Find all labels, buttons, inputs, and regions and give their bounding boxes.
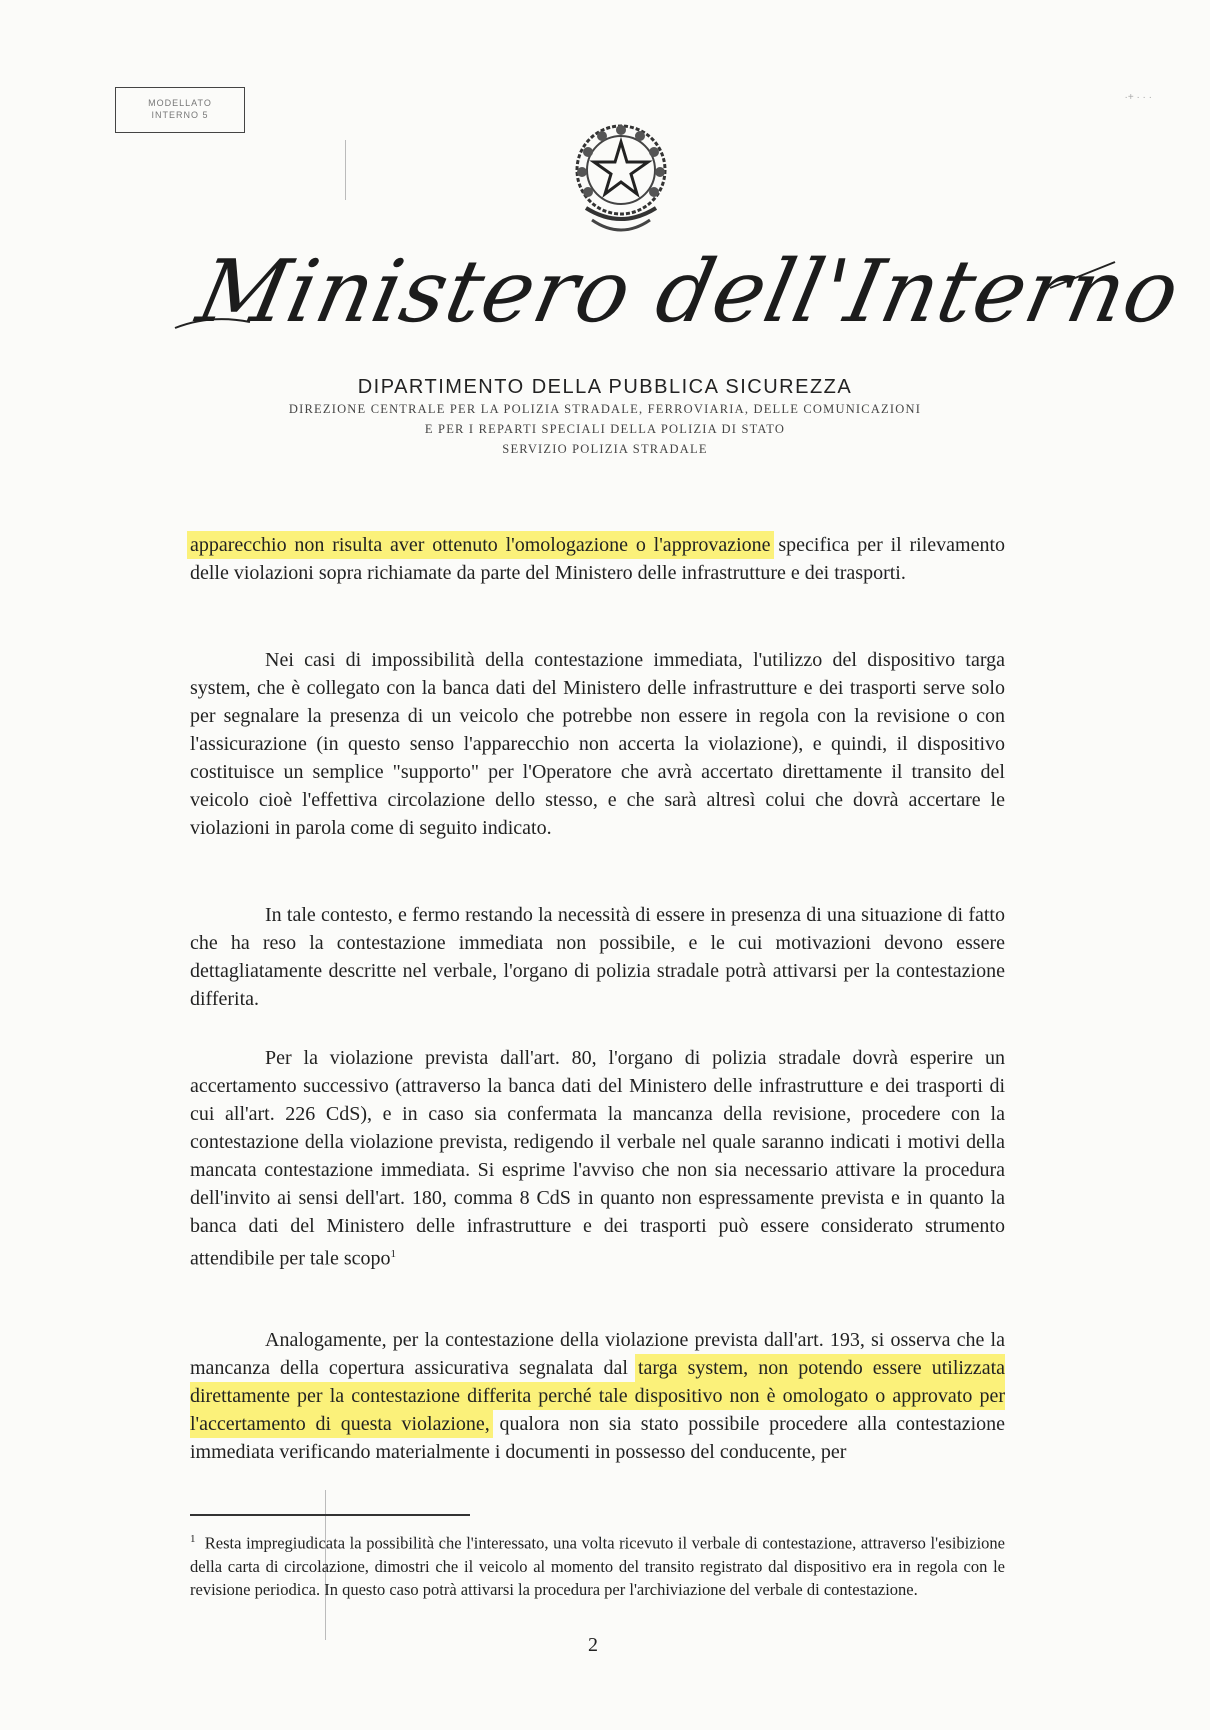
paragraph-2 [190,646,1005,842]
paragraph-5 [190,1326,1005,1466]
direction-line-2: E PER I REPARTI SPECIALI DELLA POLIZIA DI STATO [424,422,786,436]
paragraph-4 [190,1044,1005,1273]
paragraph-1-rest: specifica per il rilevamento delle violazioni sopra richiamate da parte del Ministero delle infrastrutture e dei trasporti. [190,534,1006,584]
footnote-ref: 1 [390,1248,396,1260]
page-number: 2 [588,1634,598,1656]
paragraph-3-text: In tale contesto, e fermo restando la necessità di essere in presenza di una situazione di fatto che ha reso la contestazione immediata non possibile, e le cui motivazioni devono essere dettagliatamente descritte nel verbale, l'organo di polizia stradale potrà attivarsi per la contestazione differita. [190,904,1005,1010]
scan-mark [345,140,346,200]
department-title: DIPARTIMENTO DELLA PUBBLICA SICUREZZA [357,376,853,398]
direction-line-3: SERVIZIO POLIZIA STRADALE [502,442,708,456]
model-line-2: INTERNO 5 [151,110,209,120]
ministry-wordmark [170,218,1189,358]
corner-mark: ·+ · · · [1124,92,1152,103]
paragraph-1 [190,531,1005,587]
model-stamp-box [115,87,245,133]
paragraph-4-text: Per la violazione prevista dall'art. 80, l'organo di polizia stradale dovrà esperire un accertamento successivo (attraverso la banca dati del Ministero delle infrastrutture e dei trasporti di cui all'art. 226 CdS), e in caso sia confermata la mancanza della revisione, procedere con la contestazione della violazione prevista, redigendo il verbale nel quale saranno indicati i motivi della mancata contestazione immediata. Si esprime l'avviso che non sia necessario attivare la procedura dell'invito ai sensi dell'art. 180, comma 8 CdS in quanto non espressamente prevista e in quanto la banca dati del Ministero delle infrastrutture e dei trasporti può essere considerato strumento attendibile per tale scopo [190,1047,1005,1270]
direction-line-1: DIREZIONE CENTRALE PER LA POLIZIA STRADALE, FERROVIARIA, DELLE COMUNICAZIONI [288,402,922,416]
footnote [190,1528,1005,1601]
ministry-name: Ministero dell'Interno [189,242,1189,342]
paragraph-5-before: Analogamente, per la contestazione della violazione prevista dall'art. 193, si osserva che la mancanza della copertura assicurativa segnalata dal [190,1329,1005,1379]
model-line-1: MODELLATO [148,98,212,108]
footnote-divider [190,1514,470,1516]
paragraph-5-after: qualora non sia stato possibile procedere alla contestazione immediata verificando materialmente i documenti in possesso del conducente, per [190,1413,1006,1463]
highlight-targa-system: targa system, non potendo essere utilizzata direttamente per la contestazione differita perché tale dispositivo non è omologato o approvato per l'accertamento di questa violazione, [190,1357,1005,1435]
footnote-marker: 1 [190,1533,196,1545]
paragraph-2-text: Nei casi di impossibilità della contestazione immediata, l'utilizzo del dispositivo targa system, che è collegato con la banca dati del Ministero delle infrastrutture e dei trasporti serve solo per segnalare la presenza di un veicolo che potrebbe non essere in regola con la revisione o con l'assicurazione (in questo senso l'apparecchio non accerta la violazione), e quindi, il dispositivo costituisce un semplice "supporto" per l'Operatore che avrà accertato direttamente il transito del veicolo cioè l'effettiva circolazione dello stesso, e che sarà altresì colui che dovrà accertare le violazioni in parola come di seguito indicato. [190,649,1005,839]
paragraph-3 [190,901,1005,1013]
footnote-text: Resta impregiudicata la possibilità che l'interessato, una volta ricevuto il verbale di contestazione, attraverso l'esibizione della carta di circolazione, dimostri che il veicolo al momento del transito registrato dal dispositivo era in regola con le revisione periodica. In questo caso potrà attivarsi la procedura per l'archiviazione del verbale di contestazione. [190,1533,1005,1599]
highlight-approval: apparecchio non risulta aver ottenuto l'omologazione o l'approvazione [190,534,771,556]
